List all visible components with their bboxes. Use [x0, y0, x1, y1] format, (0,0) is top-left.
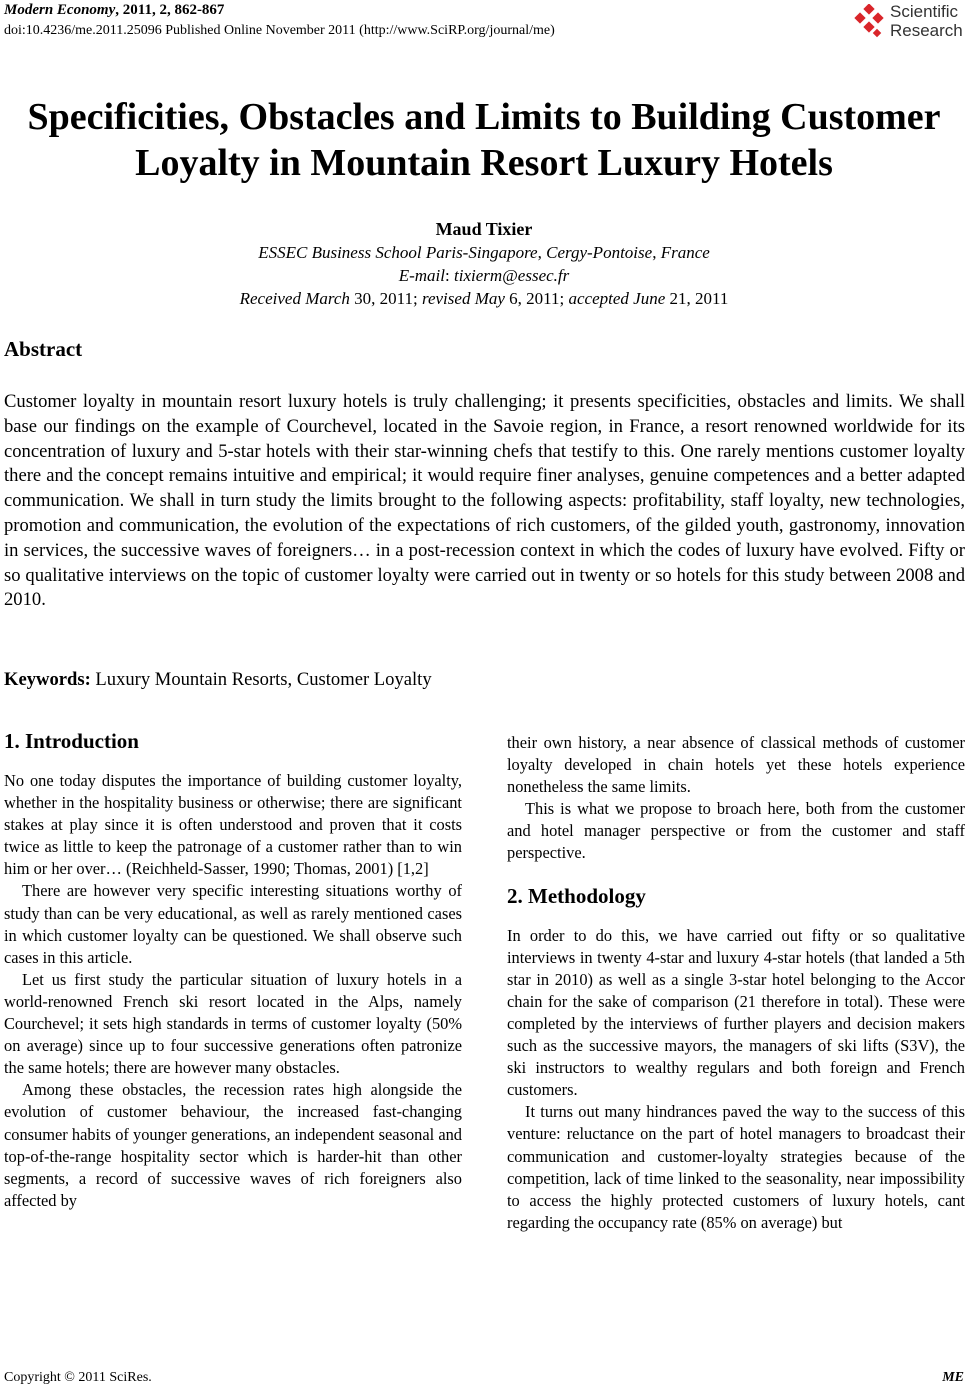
- abstract-text: Customer loyalty in mountain resort luxury hotels is truly challenging; it presents specificities, obstacles and limits. We shall base our findings on the example of Courchevel, located in the Savoie region, in France, a resort renowned worldwide for its concentration of luxury and 5-star hotels with their star-winning chefs that testify to this. One rarely mentions customer loyalty there and the concept remains intuitive and empirical; it would require finer analyses, genuine competences and a better adapted communication. We shall in turn study the limits brought to the following aspects: profitability, staff loyalty, new technologies, promotion and communication, the evolution of the expectations of rich customers, of the gilded youth, gastronomy, innovation in services, the successive waves of foreigners… in a post-recession context in which the codes of luxury have evolved. Fifty or so qualitative interviews on the topic of customer loyalty were carried out in twenty or so hotels for this study between 2008 and 2010.: [4, 391, 965, 611]
- email-address[interactable]: tixierm@essec.fr: [454, 266, 570, 285]
- journal-name: Modern Economy: [4, 2, 116, 18]
- revised-date: 6, 2011;: [504, 289, 569, 308]
- section-heading-introduction: 1. Introduction: [4, 729, 139, 753]
- intro-paragraph-3: Let us first study the particular situation of luxury hotels in a world-renowned French ski resort located in the Alps, namely Courchevel; it sets high standards in terms of customer loyalty (50% on average) since up to four successive generations often patronize the same hotels; there are however many obstacles.: [4, 969, 462, 1078]
- paper-title: [0, 94, 968, 186]
- methodology-paragraph-1: In order to do this, we have carried out fifty or so qualitative interviews in twenty 4-star and luxury 4-star hotels (that landed a 5th star in 2010) as well as a single 3-star hotel belonging to the Accor chain for the sake of comparison (21 therefore in total). These were completed by the interviews of further players and decision makers such as the successive mayors, the managers of ski lifts (S3V), the ski instructors to wealthy regulars and both foreign and French customers.: [507, 925, 965, 1100]
- email-label: E-mail: [398, 266, 446, 285]
- revised-label: revised May: [421, 289, 505, 308]
- affiliation-sep-1: ,: [537, 243, 547, 262]
- affiliation-sep-2: ,: [652, 243, 661, 262]
- intro-paragraph-5: This is what we propose to broach here, both from the customer and hotel manager perspective or from the customer and staff perspective.: [507, 799, 965, 863]
- keywords-text: Luxury Mountain Resorts, Customer Loyalty: [90, 669, 432, 690]
- intro-paragraph-2: There are however very specific interesting situations worthy of study than can be very educational, as well as rarely mentioned cases in which customer loyalty can be questioned. We shall observe such cases in this article.: [4, 881, 462, 967]
- affiliation: [0, 242, 968, 263]
- keywords-label: Keywords:: [4, 669, 91, 690]
- abstract-heading: Abstract: [4, 337, 83, 361]
- right-column: [507, 732, 965, 1234]
- keywords: [4, 668, 432, 692]
- methodology-paragraph-2: It turns out many hindrances paved the way to the success of this venture: reluctance on the part of hotel managers to broadcast their communication and customer-loyalty strategies because of the competition, lack of time linked to the seasonality, near impossibility to access the highly protected customers of luxury hotels, cant regarding the occupancy rate (85% on average) but: [507, 1102, 965, 1232]
- dates-line: [0, 288, 968, 309]
- accepted-date: 21, 2011: [665, 289, 729, 308]
- affiliation-country: France: [660, 243, 710, 262]
- publisher-logo-icon: [852, 4, 888, 40]
- footer-copyright: Copyright © 2011 SciRes.: [4, 1370, 152, 1385]
- affiliation-school: ESSEC Business School Paris-Singapore: [258, 243, 538, 262]
- publisher-logo: [852, 2, 968, 42]
- journal-header: [4, 0, 224, 20]
- logo-line-2: Research: [890, 21, 963, 40]
- journal-volume-info: , 2011, 2, 862-867: [115, 2, 225, 18]
- title-line-2: Loyalty in Mountain Resort Luxury Hotels: [135, 142, 833, 184]
- email-line: [0, 265, 968, 286]
- affiliation-city: Cergy-Pontoise: [546, 243, 653, 262]
- section-heading-methodology: 2. Methodology: [507, 883, 646, 908]
- intro-paragraph-1: No one today disputes the importance of building customer loyalty, whether in the hospitality business or otherwise; there are significant stakes at play since it is often understood and proven that it costs twice as little to keep the patronage of a customer rather than to win him or her over… (Reichheld-Sasser, 1990; Thomas, 2001) [1,2]: [4, 771, 462, 879]
- footer-journal-abbr: ME: [942, 1370, 964, 1385]
- accepted-label: accepted June: [568, 289, 666, 308]
- received-label: Received March: [239, 289, 350, 308]
- email-sep: :: [445, 266, 454, 285]
- title-line-1: Specificities, Obstacles and Limits to Building Customer: [27, 96, 941, 138]
- received-date: 30, 2011;: [349, 289, 422, 308]
- left-column: [4, 728, 462, 1212]
- publisher-logo-text: [890, 2, 963, 40]
- logo-line-1: Scientific: [890, 2, 959, 21]
- intro-paragraph-4: Among these obstacles, the recession rates high alongside the evolution of customer behaviour, the increased fast-changing consumer habits of younger generations, an independent seasonal and top-of-the-range hospitality sector which is harder-hit than other segments, a record of successive waves of rich foreigners also affected by: [4, 1080, 462, 1210]
- intro-continuation-paragraph: their own history, a near absence of classical methods of customer loyalty developed in chain hotels yet these hotels experience nonetheless the same limits.: [507, 733, 965, 797]
- doi-line: doi:10.4236/me.2011.25096 Published Online November 2011 (http://www.SciRP.org/journal/me): [4, 23, 555, 38]
- author-name: Maud Tixier: [435, 219, 533, 239]
